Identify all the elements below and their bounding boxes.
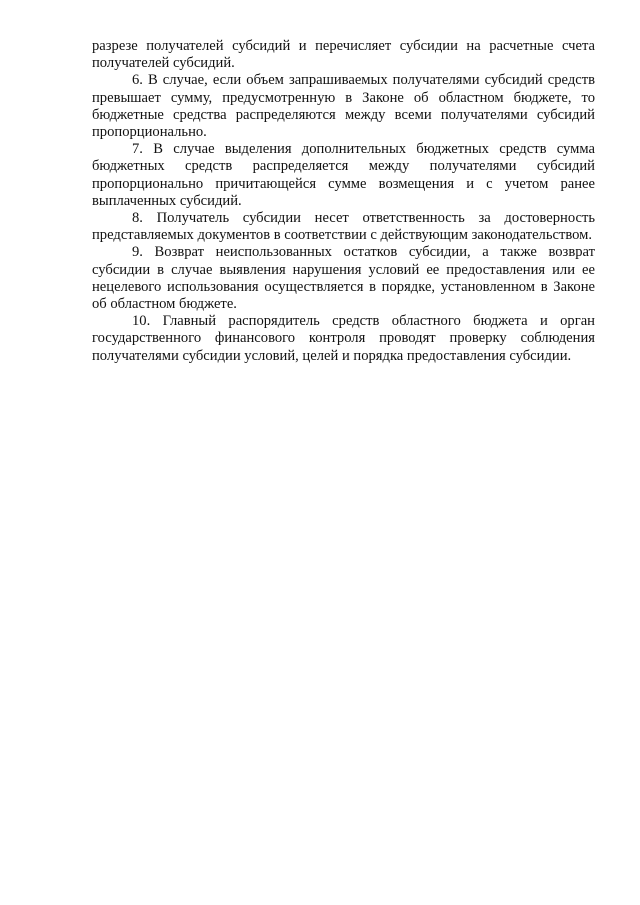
paragraph-continuation: разрезе получателей субсидий и перечисляет субсидии на расчетные счета получателей субсидий. [92,38,595,72]
paragraph-6: 6. В случае, если объем запрашиваемых получателями субсидий средств превышает сумму, предусмотренную в Законе об областном бюджете, то бюджетные средства распределяются между всеми получателями субсидий пропорционально. [92,72,595,141]
paragraph-10: 10. Главный распорядитель средств областного бюджета и орган государственного финансового контроля проводят проверку соблюдения получателями субсидии условий, целей и порядка предоставления субсидии. [92,313,595,364]
paragraph-9: 9. Возврат неиспользованных остатков субсидии, а также возврат субсидии в случае выявления нарушения условий ее предоставления или ее нецелевого использования осуществляется в порядке, установленном в Законе об областном бюджете. [92,244,595,313]
paragraph-8: 8. Получатель субсидии несет ответственность за достоверность представляемых документов в соответствии с действующим законодательством. [92,210,595,244]
document-text [92,38,595,365]
paragraph-7: 7. В случае выделения дополнительных бюджетных средств сумма бюджетных средств распределяется между получателями субсидий пропорционально причитающейся сумме возмещения и с учетом ранее выплаченных субсидий. [92,141,595,209]
